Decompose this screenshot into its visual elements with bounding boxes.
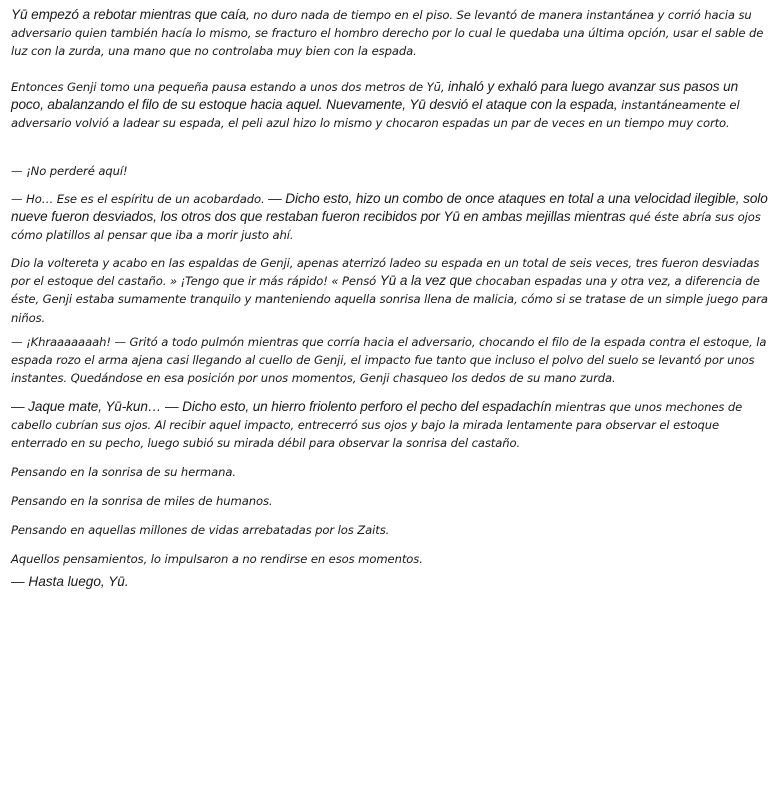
paragraph-11 xyxy=(11,550,423,568)
paragraph-12-run-1: — Hasta luego, Yū. xyxy=(11,574,129,589)
paragraph-1-run-1: Yū empezó a rebotar mientras que caía xyxy=(11,7,247,22)
paragraph-5-run-2: Yū a la vez que xyxy=(379,273,472,289)
paragraph-9 xyxy=(11,492,273,510)
paragraph-4-run-3: qué éste abría sus ojos cómo platillos al pensar que iba a morir justo ahí. xyxy=(11,210,761,243)
paragraph-3-run-1: — ¡No perderé aquí! xyxy=(11,164,128,178)
paragraph-6-run-1: — ¡Khraaaaaaah! — Gritó a todo pulmón mientras que corría hacia el adversario, chocando el filo de la espada contra el estoque, la espada rozo el arma ajena casi llegando al cuello de Genji, el impacto fue tanto que incluso el polvo del suelo se levantó por unos instantes. Quedándose en esa posición por unos momentos, Genji chasqueo los dedos de su mano zurda. xyxy=(11,335,767,386)
paragraph-2-run-2: inhaló y exhaló para luego avanzar sus pasos un poco, abalanzando el filo de su estoque hacia aquel. Nuevamente, Yū desvió el ataque con la espada, xyxy=(11,79,739,113)
paragraph-4-run-2: — Dicho esto, hizo un combo de once ataques en total a una velocidad ilegible, solo nueve fueron desviados, los otros dos que restaban fueron recibidos por Yū en ambas mejillas mientras xyxy=(11,191,768,225)
paragraph-7-run-2: mientras que unos mechones de cabello cubrían sus ojos. Al recibir aquel impacto, entrecerró sus ojos y bajo la mirada lentamente para observar el estoque enterrado en su pecho, luego subió su mirada débil para observar la sonrisa del castaño. xyxy=(11,400,743,451)
paragraph-3 xyxy=(11,162,128,180)
paragraph-1 xyxy=(11,6,773,61)
paragraph-5-run-3: chocaban espadas una y otra vez, a diferencia de éste, Genji estaba sumamente tranquilo y manteniendo aquella sonrisa llena de malicia, cómo si se tratase de un simple juego para niños. xyxy=(11,274,768,325)
paragraph-10-run-1: Pensando en aquellas millones de vidas arrebatadas por los Zaits. xyxy=(11,523,390,537)
paragraph-6 xyxy=(11,333,773,388)
paragraph-10 xyxy=(11,521,389,539)
paragraph-1-run-2: , no duro nada de tiempo en el piso. Se levantó de manera instantánea y corrió hacia su adversario quien también hacía lo mismo, se fracturo el hombro derecho por lo cual le quedaba una última opción, usar el sable de luz con la zurda, una mano que no controlaba muy bien con la espada. xyxy=(11,8,764,59)
paragraph-4 xyxy=(11,190,773,245)
paragraph-2-run-3: instantáneamente el adversario volvió a ladear su espada, el peli azul hizo lo mismo y chocaron espadas un par de veces en un tiempo muy corto. xyxy=(11,98,740,131)
paragraph-8-run-1: Pensando en la sonrisa de su hermana. xyxy=(11,465,236,479)
paragraph-2 xyxy=(11,78,773,133)
paragraph-8 xyxy=(11,463,236,481)
paragraph-2-run-1: Entonces Genji tomo una pequeña pausa estando a unos dos metros de Yū, xyxy=(11,80,449,94)
paragraph-9-run-1: Pensando en la sonrisa de miles de humanos. xyxy=(11,494,273,508)
paragraph-7-run-1: — Jaque mate, Yū-kun… — Dicho esto, un hierro friolento perforo el pecho del espadachín xyxy=(11,399,552,414)
paragraph-5-run-1: Dio la voltereta y acabo en las espaldas de Genji, apenas aterrizó ladeo su espada en un total de seis veces, tres fueron desviadas por el estoque del castaño. » ¡Tengo que ir más rápido! « Pensó xyxy=(11,256,760,289)
paragraph-11-run-1: Aquellos pensamientos, lo impulsaron a no rendirse en esos momentos. xyxy=(11,552,423,566)
paragraph-12 xyxy=(11,573,129,592)
paragraph-7 xyxy=(11,398,773,453)
paragraph-5 xyxy=(11,254,773,327)
paragraph-4-run-1: — Ho… Ese es el espíritu de un acobardado. xyxy=(11,192,269,206)
